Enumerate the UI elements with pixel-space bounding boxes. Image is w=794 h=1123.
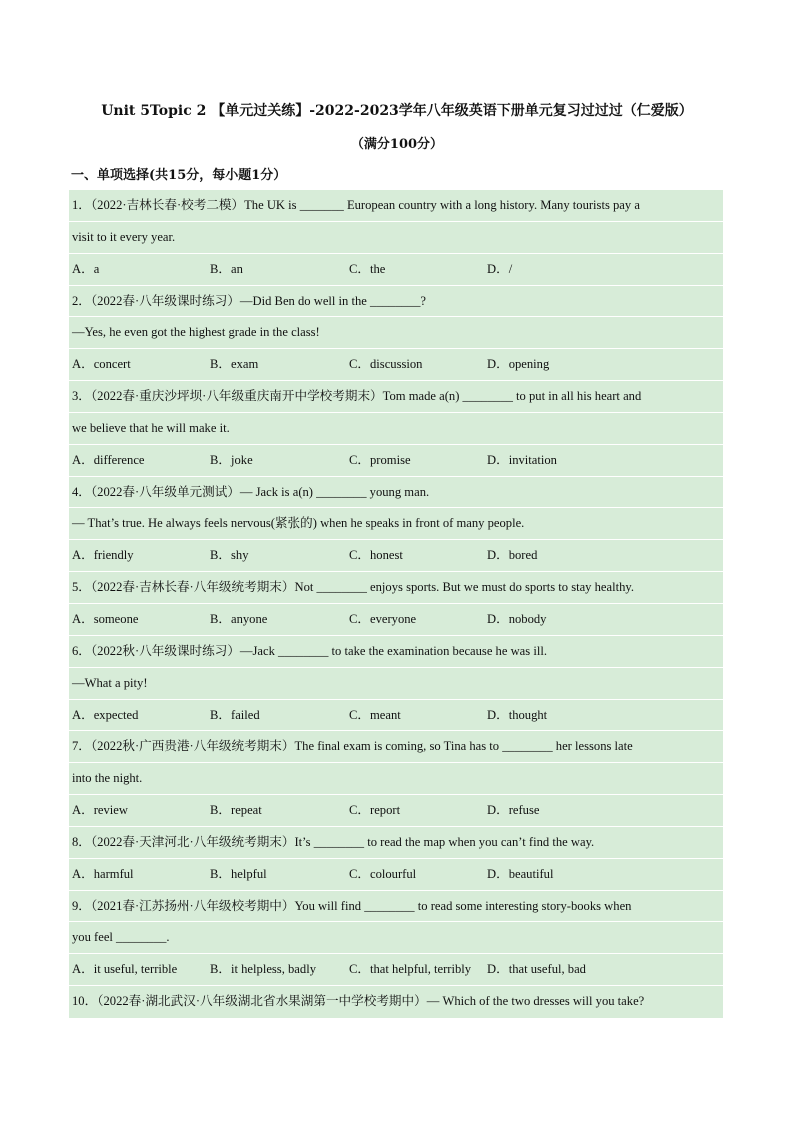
options-row <box>69 859 723 891</box>
option-d: D．bored <box>487 548 538 563</box>
question-stem-line: —Yes, he even got the highest grade in the class! <box>69 317 723 349</box>
option-d: D．nobody <box>487 611 547 626</box>
option-d: D．that useful, bad <box>487 962 586 977</box>
option-c: C．everyone <box>349 611 417 626</box>
option-d: D．refuse <box>487 803 540 818</box>
option-a: A．a <box>72 261 100 276</box>
option-b: B．exam <box>210 357 259 372</box>
options-row <box>69 604 723 636</box>
question-stem-line: —What a pity! <box>69 668 723 700</box>
section-heading: 一、单项选择(共15分，每小题1分） <box>71 168 287 183</box>
option-d: D．opening <box>487 357 550 372</box>
options-row <box>69 349 723 381</box>
option-d: D．/ <box>487 261 513 276</box>
option-b: B．anyone <box>210 611 268 626</box>
option-b: B．failed <box>210 707 260 722</box>
question-stem-line: 1．（2022·吉林长春·校考二模）The UK is _______ European country with a long history. Many tourists pay a <box>69 190 723 222</box>
option-a: A．it useful, terrible <box>72 962 178 977</box>
option-c: C．promise <box>349 452 411 467</box>
question-list <box>69 190 723 1018</box>
options-row <box>69 954 723 986</box>
option-b: B．joke <box>210 452 253 467</box>
option-c: C．honest <box>349 548 403 563</box>
question-stem-line: 2．（2022春·八年级课时练习）—Did Ben do well in the ________? <box>69 286 723 318</box>
question-stem-line: visit to it every year. <box>69 222 723 254</box>
option-c: C．meant <box>349 707 401 722</box>
option-a: A．review <box>72 803 128 818</box>
options-row <box>69 540 723 572</box>
option-a: A．someone <box>72 611 139 626</box>
option-b: B．helpful <box>210 866 267 881</box>
question-stem-line: 7．（2022秋·广西贵港·八年级统考期末）The final exam is coming, so Tina has to ________ her lessons late <box>69 731 723 763</box>
question-stem-line: 3．（2022春·重庆沙坪坝·八年级重庆南开中学校考期末）Tom made a(n) ________ to put in all his heart and <box>69 381 723 413</box>
option-c: C．report <box>349 803 401 818</box>
option-d: D．thought <box>487 707 548 722</box>
option-c: C．colourful <box>349 866 417 881</box>
option-c: C．that helpful, terribly <box>349 962 472 977</box>
question-stem-line: into the night. <box>69 763 723 795</box>
option-d: D．invitation <box>487 452 557 467</box>
question-stem-line: 6．（2022秋·八年级课时练习）—Jack ________ to take the examination because he was ill. <box>69 636 723 668</box>
options-row <box>69 254 723 286</box>
option-a: A．difference <box>72 452 145 467</box>
option-a: A．harmful <box>72 866 134 881</box>
option-c: C．discussion <box>349 357 423 372</box>
option-b: B．shy <box>210 548 249 563</box>
option-a: A．friendly <box>72 548 134 563</box>
page-title: Unit 5Topic 2 【单元过关练】-2022-2023学年八年级英语下册单元复习过过过（仁爱版） <box>101 103 693 119</box>
option-a: A．expected <box>72 707 139 722</box>
question-stem-line: we believe that he will make it. <box>69 413 723 445</box>
question-stem-line: 5．（2022春·吉林长春·八年级统考期末）Not ________ enjoys sports. But we must do sports to stay healthy. <box>69 572 723 604</box>
option-b: B．it helpless, badly <box>210 962 316 977</box>
question-stem-line: 10．（2022春·湖北武汉·八年级湖北省水果湖第一中学校考期中）— Which of the two dresses will you take? <box>72 994 645 1009</box>
options-row <box>69 700 723 732</box>
option-a: A．concert <box>72 357 131 372</box>
question-stem-line: 9．（2021春·江苏扬州·八年级校考期中）You will find ________ to read some interesting story-books when <box>69 891 723 923</box>
options-row <box>69 445 723 477</box>
option-d: D．beautiful <box>487 866 554 881</box>
question-stem-line: 8．（2022春·天津河北·八年级统考期末）It’s ________ to read the map when you can’t find the way. <box>69 827 723 859</box>
score-note: （满分100分） <box>350 137 444 152</box>
question-stem-line: you feel ________. <box>69 922 723 954</box>
option-c: C．the <box>349 261 386 276</box>
question-stem-line: — That’s true. He always feels nervous(紧张的) when he speaks in front of many people. <box>69 508 723 540</box>
option-b: B．an <box>210 261 243 276</box>
question-stem-line: 4．（2022春·八年级单元测试）— Jack is a(n) ________ young man. <box>69 477 723 509</box>
options-row <box>69 795 723 827</box>
option-b: B．repeat <box>210 803 262 818</box>
